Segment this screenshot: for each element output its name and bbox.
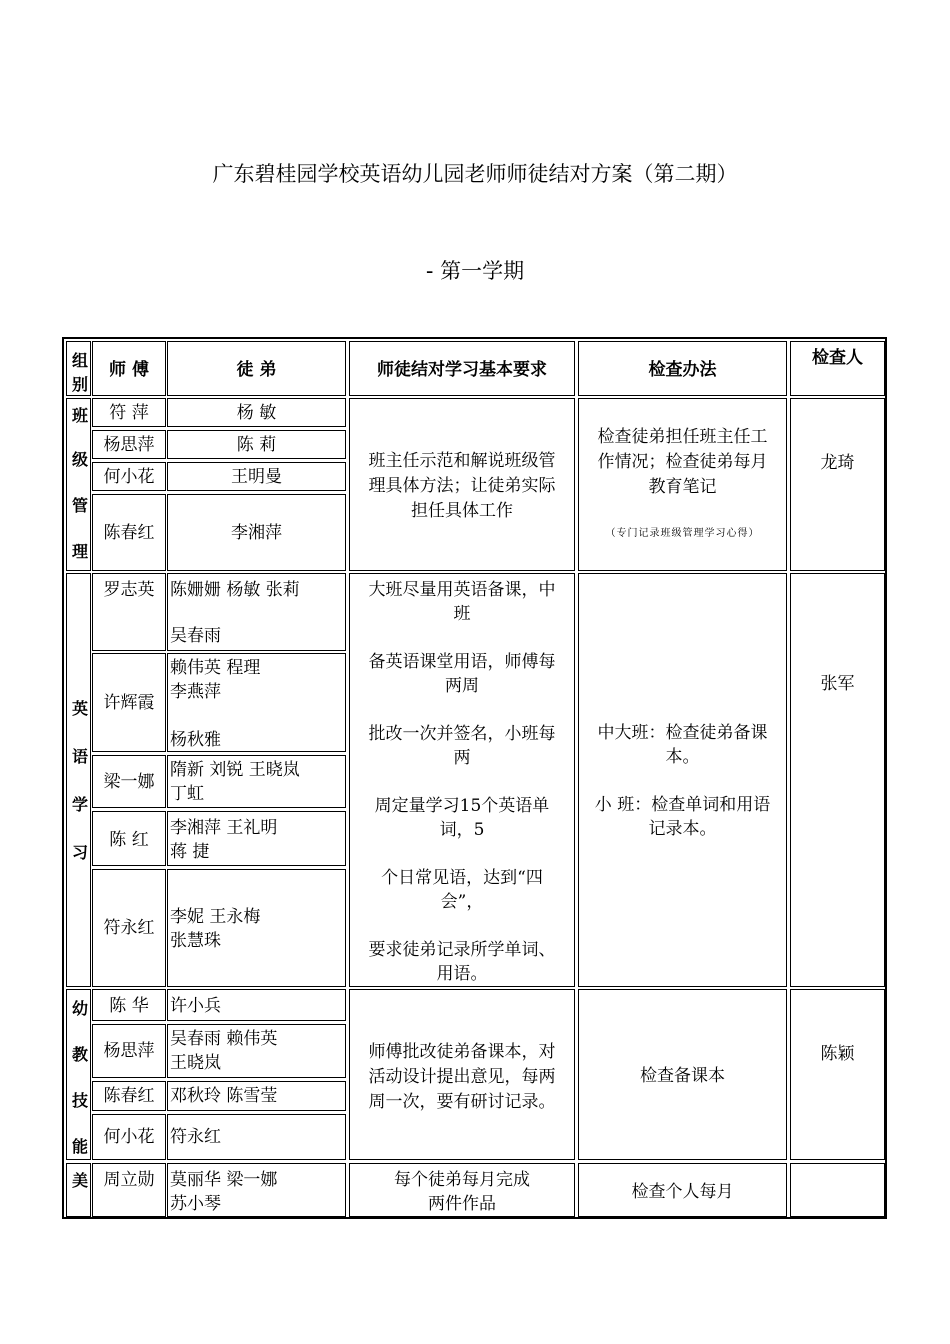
table-row-master <box>92 1081 166 1111</box>
master-name: 何小花 <box>103 1127 155 1147</box>
apprentice-names: 蒋 捷 <box>170 842 210 862</box>
requirement-line: 师傅批改徒弟备课本，对 <box>368 1042 556 1062</box>
method-line: 小 班：检查单词和用语 <box>594 795 771 815</box>
group-char: 理 <box>71 542 88 561</box>
master-name: 杨思萍 <box>103 1041 155 1061</box>
group-char: 幼 <box>71 999 88 1018</box>
header-requirement-cell <box>349 341 575 396</box>
table-row-master <box>92 430 166 459</box>
method-line: 中大班：检查徒弟备课 <box>597 723 768 743</box>
requirement-line: 批改一次并签名，小班每 <box>368 724 556 744</box>
apprentice-names: 丁虹 <box>170 784 204 804</box>
master-name: 罗志英 <box>103 580 155 600</box>
apprentice-names: 邓秋玲 陈雪莹 <box>170 1086 278 1106</box>
table-row-master <box>92 869 166 987</box>
group-cell-english-learning <box>66 573 91 987</box>
requirement-line: 活动设计提出意见，每两 <box>368 1067 556 1087</box>
header-apprentice: 徒 弟 <box>236 360 277 380</box>
table-row-apprentice <box>167 462 346 491</box>
requirement-line: 班 <box>453 604 471 624</box>
group-char: 级 <box>71 450 88 469</box>
table-row-apprentice <box>167 494 346 571</box>
header-checker-cell <box>790 341 885 396</box>
group-char: 技 <box>71 1091 88 1110</box>
group-char: 管 <box>71 496 88 515</box>
requirement-cell <box>349 989 575 1160</box>
header-group-label-2: 别 <box>71 375 88 394</box>
master-name: 陈春红 <box>103 523 155 543</box>
document-subtitle: - 第一学期 <box>425 259 525 283</box>
header-method: 检查办法 <box>648 360 717 380</box>
method-line: 教育笔记 <box>648 477 717 497</box>
header-requirement: 师徒结对学习基本要求 <box>377 360 547 380</box>
method-line: 记录本。 <box>648 819 717 839</box>
group-cell-class-management <box>66 398 91 571</box>
master-name: 符 萍 <box>109 403 149 423</box>
apprentice-names: 苏小琴 <box>170 1194 221 1214</box>
apprentice-names: 王晓岚 <box>170 1053 221 1073</box>
table-row-apprentice <box>167 811 346 866</box>
requirement-line: 周一次，要有研讨记录。 <box>368 1092 556 1112</box>
requirement-line: 备英语课堂用语，师傅每 <box>368 652 556 672</box>
table-row-apprentice <box>167 430 346 459</box>
requirement-line: 大班尽量用英语备课，中 <box>368 580 556 600</box>
master-name: 杨思萍 <box>103 435 155 455</box>
table-row-master <box>92 398 166 427</box>
requirement-cell <box>349 1163 575 1217</box>
master-name: 符永红 <box>103 918 155 938</box>
requirement-line: 理具体方法；让徒弟实际 <box>368 476 556 496</box>
master-name: 陈 华 <box>109 996 149 1016</box>
checker-cell <box>790 398 885 571</box>
table-row-master <box>92 494 166 571</box>
group-cell-preschool-skills <box>66 989 91 1160</box>
apprentice-name: 李湘萍 <box>231 523 282 543</box>
checker-cell <box>790 1163 885 1217</box>
apprentice-name: 杨 敏 <box>236 403 277 423</box>
requirement-line: 用语。 <box>436 964 488 984</box>
requirement-line: 两 <box>453 748 471 768</box>
table-row-apprentice <box>167 989 346 1021</box>
apprentice-names: 吴春雨 赖伟英 <box>170 1029 278 1049</box>
method-line: 检查备课本 <box>640 1066 725 1086</box>
checker-name: 龙琦 <box>820 453 855 473</box>
header-master-cell <box>92 341 166 396</box>
table-row-master <box>92 989 166 1021</box>
apprentice-names: 赖伟英 程理 <box>170 658 261 678</box>
table-row-master <box>92 573 166 651</box>
requirement-line: 个日常见语，达到“四 <box>381 868 543 888</box>
requirement-line: 词，5 <box>439 820 485 840</box>
requirement-line: 担任具体工作 <box>411 501 513 521</box>
method-line: 检查徒弟担任班主任工 <box>597 427 768 447</box>
group-char: 英 <box>71 699 88 718</box>
table-row-master <box>92 462 166 491</box>
apprentice-names: 吴春雨 <box>170 626 221 646</box>
method-cell <box>578 989 787 1160</box>
table-row-master <box>92 811 166 866</box>
requirement-line: 班主任示范和解说班级管 <box>368 451 556 471</box>
checker-name: 陈颖 <box>820 1044 855 1064</box>
master-name: 陈 红 <box>109 830 149 850</box>
apprentice-names: 李妮 王永梅 <box>170 907 261 927</box>
apprentice-names: 许小兵 <box>170 996 221 1016</box>
method-cell <box>578 573 787 987</box>
master-name: 许辉霞 <box>103 693 155 713</box>
apprentice-name: 陈 莉 <box>236 435 277 455</box>
table-row-apprentice <box>167 1114 346 1160</box>
header-master: 师 傅 <box>109 360 149 380</box>
method-line: 本。 <box>665 747 700 767</box>
header-apprentice-cell <box>167 341 346 396</box>
requirement-cell <box>349 398 575 571</box>
table-row-master <box>92 1114 166 1160</box>
group-char: 语 <box>71 747 88 766</box>
table-row-apprentice <box>167 1024 346 1078</box>
table-row-master <box>92 755 166 808</box>
method-line: 检查个人每月 <box>631 1182 734 1202</box>
table-row-apprentice <box>167 869 346 987</box>
requirement-cell <box>349 573 575 987</box>
method-cell <box>578 1163 787 1217</box>
table-row-master <box>92 653 166 752</box>
apprentice-names: 李燕萍 <box>170 682 221 702</box>
checker-cell <box>790 989 885 1160</box>
group-char: 学 <box>71 795 88 814</box>
apprentice-names: 符永红 <box>170 1127 221 1147</box>
group-char: 习 <box>71 843 88 862</box>
requirement-line: 周定量学习15个英语单 <box>374 796 550 816</box>
requirement-line: 会”， <box>440 892 484 912</box>
apprentice-names: 杨秋雅 <box>170 730 221 750</box>
group-char: 美 <box>71 1171 88 1190</box>
apprentice-names: 陈姗姗 杨敏 张莉 <box>170 580 300 600</box>
group-char: 能 <box>71 1137 88 1156</box>
group-char: 班 <box>71 406 88 425</box>
pairing-table <box>62 337 887 1219</box>
master-name: 梁一娜 <box>103 772 155 792</box>
apprentice-names: 隋新 刘锐 王晓岚 <box>170 760 300 780</box>
header-checker: 检查人 <box>812 348 863 368</box>
table-row-master <box>92 1024 166 1078</box>
header-method-cell <box>578 341 787 396</box>
table-row-apprentice <box>167 398 346 427</box>
group-cell-art <box>66 1163 91 1217</box>
table-row-apprentice <box>167 1163 346 1217</box>
apprentice-names: 张慧珠 <box>170 931 221 951</box>
checker-cell <box>790 573 885 987</box>
requirement-line: 要求徒弟记录所学单词、 <box>368 940 556 960</box>
document-title: 广东碧桂园学校英语幼儿园老师师徒结对方案（第二期） <box>212 162 738 186</box>
header-group-cell <box>66 341 91 396</box>
table-row-apprentice <box>167 755 346 808</box>
apprentice-names: 李湘萍 王礼明 <box>170 818 278 838</box>
requirement-line: 两周 <box>445 676 479 696</box>
master-name: 陈春红 <box>103 1086 155 1106</box>
method-cell <box>578 398 787 571</box>
apprentice-names: 莫丽华 梁一娜 <box>170 1170 278 1190</box>
apprentice-name: 王明曼 <box>231 467 282 487</box>
checker-name: 张军 <box>820 674 855 694</box>
header-group-label-1: 组 <box>71 351 88 370</box>
table-row-apprentice <box>167 653 346 752</box>
method-line: 作情况；检查徒弟每月 <box>597 452 768 472</box>
method-note: （专门记录班级管理学习心得） <box>605 528 760 539</box>
master-name: 周立勋 <box>103 1170 155 1190</box>
group-char: 教 <box>71 1045 88 1064</box>
table-row-apprentice <box>167 573 346 651</box>
master-name: 何小花 <box>103 467 155 487</box>
table-row-master <box>92 1163 166 1217</box>
table-row-apprentice <box>167 1081 346 1111</box>
requirement-line: 每个徒弟每月完成 <box>394 1170 530 1190</box>
requirement-line: 两件作品 <box>428 1194 496 1214</box>
